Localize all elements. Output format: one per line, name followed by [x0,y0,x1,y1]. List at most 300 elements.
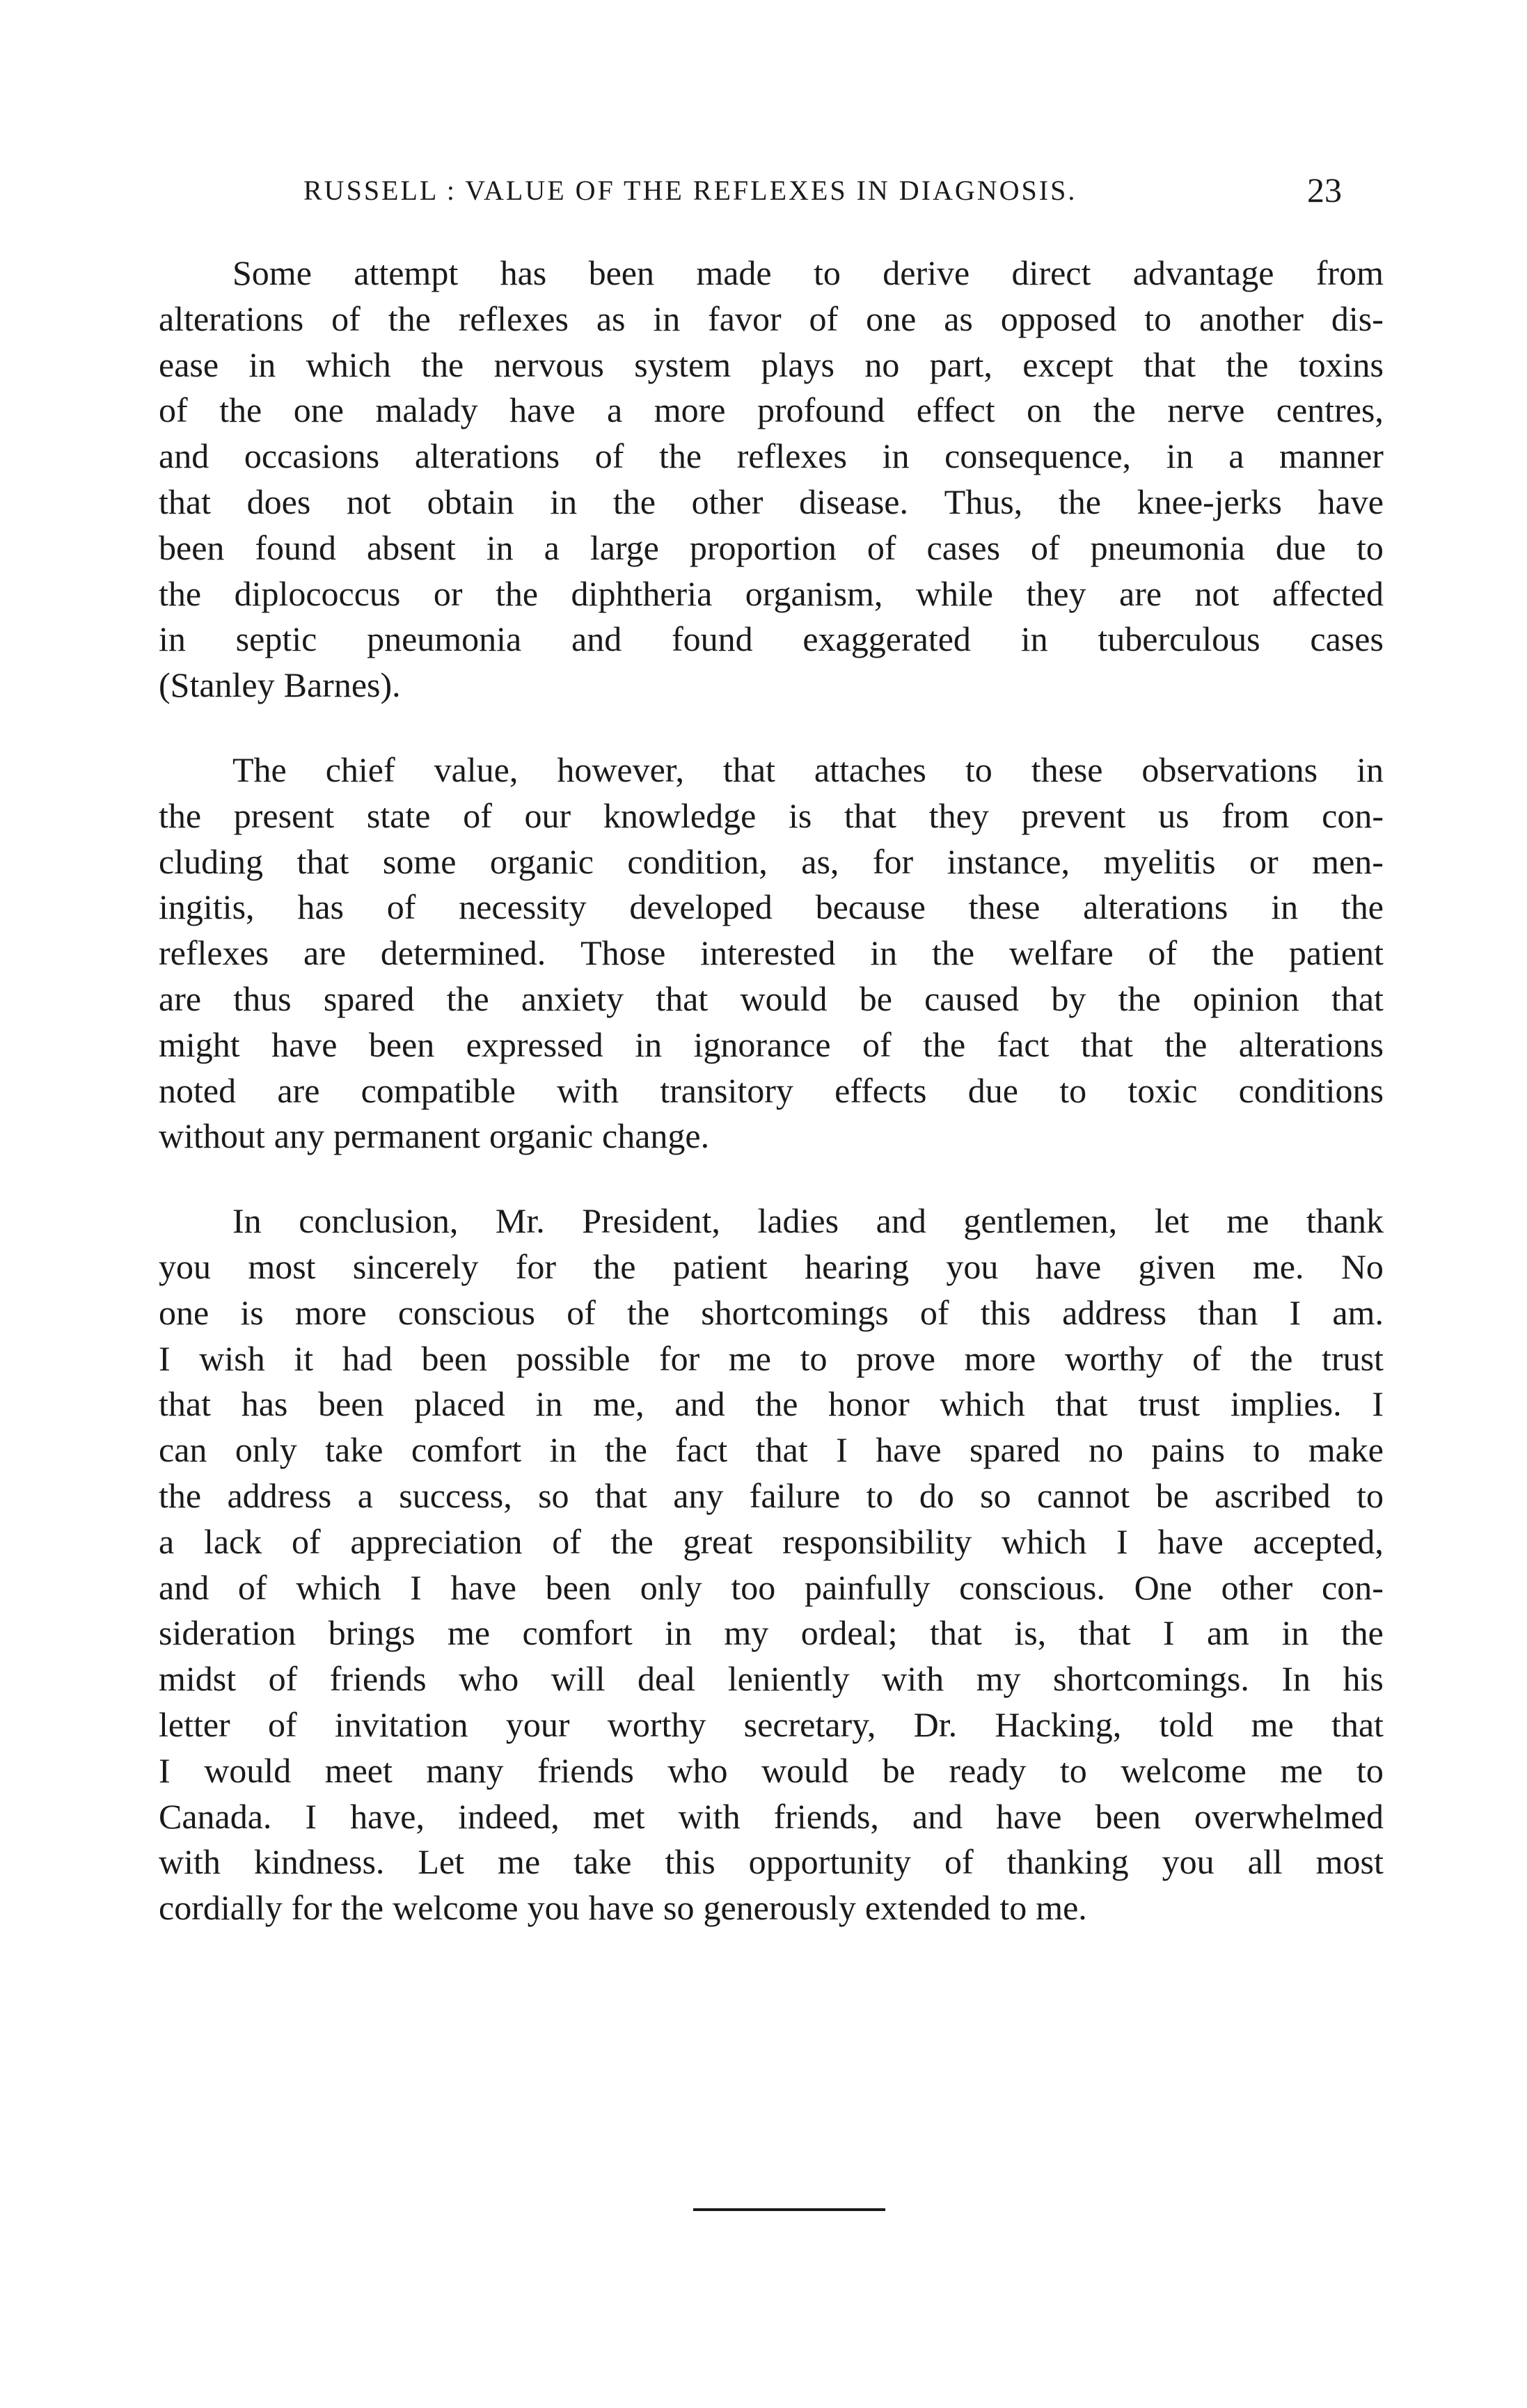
word: alterations [414,436,560,476]
word: most [1315,1842,1384,1882]
word: in [1166,436,1194,476]
word: ignorance [693,1024,831,1064]
text-line [159,1198,1384,1244]
word: address [1062,1292,1167,1332]
word: the [659,436,702,476]
word: of [268,1659,298,1699]
word: failure [749,1475,841,1515]
word: that [1331,979,1384,1018]
word: so [663,1888,695,1928]
word: effects [834,1070,927,1110]
word: thank [1306,1201,1384,1241]
word: trust [1138,1384,1201,1424]
word: necessity [459,887,587,927]
word: that [296,841,349,881]
word: the [593,1246,636,1286]
word: prevent [1021,795,1126,835]
word: for [515,1246,557,1286]
word: I [305,1796,317,1836]
word: with [557,1070,619,1110]
word: alterations [159,299,304,338]
text-line [159,1290,1384,1336]
word: meet [324,1750,393,1790]
word: I [410,1567,422,1607]
word: to [965,750,992,789]
word: me [447,1613,491,1653]
word: me. [1252,1246,1304,1286]
word: my [724,1613,769,1653]
word: worthy [1064,1338,1164,1378]
word: or [1249,841,1279,881]
word: anxiety [521,979,624,1018]
word: of [552,1521,581,1561]
word: have [996,1796,1062,1836]
word: knee-jerks [1137,482,1282,521]
word: of [1031,528,1060,567]
running-title: RUSSELL : VALUE OF THE REFLEXES IN DIAGNOSIS. [303,175,1077,206]
word: let [1154,1201,1189,1241]
word: do [919,1475,954,1515]
text-line [159,1381,1384,1427]
word: men- [1312,841,1384,881]
word: in [882,436,910,476]
word: in [550,482,578,521]
paragraph [159,1198,1384,1931]
word: the [923,1024,966,1064]
word: in [159,619,186,659]
word: the [612,482,656,521]
word: have [1157,1521,1224,1561]
word: the [421,344,464,384]
word: from [1315,253,1384,292]
text-line [159,1748,1384,1794]
text-line [159,1244,1384,1290]
word: the [446,979,489,1018]
word: ingitis, [159,887,255,927]
text-line [159,1336,1384,1382]
word: secretary, [743,1704,876,1744]
word: as [944,299,973,338]
word: in [870,933,898,973]
word: his [1343,1659,1384,1699]
word: and [159,436,209,476]
word: prove [856,1338,935,1378]
word: of [867,528,896,567]
word: been [318,1384,384,1424]
text-line [159,388,1384,434]
word: alterations [1083,887,1228,927]
word: success, [399,1475,512,1515]
word: toxins [1298,344,1384,384]
word: part, [929,344,992,384]
word: the [1250,1338,1293,1378]
word: chief [325,750,395,789]
word: Barnes). [283,665,401,705]
word: of [267,1704,297,1744]
word: fact [675,1430,728,1470]
word: this [665,1842,715,1882]
word: most [248,1246,316,1286]
word: only [235,1430,297,1470]
word: other [691,482,764,521]
word: a [1228,436,1244,476]
word: to [1356,1475,1384,1515]
word: one [159,1292,209,1332]
word: take [325,1430,383,1470]
word: to [999,1888,1027,1928]
word: have [588,1888,654,1928]
word: of [463,795,492,835]
word: shortcomings. [1052,1659,1249,1699]
word: any [673,1475,724,1515]
text-line [159,296,1384,342]
word: to [1253,1430,1281,1470]
word: so [980,1475,1011,1515]
word: because [815,887,926,927]
word: placed [414,1384,505,1424]
word: generously [703,1888,856,1928]
word: of [567,1292,596,1332]
word: cases [926,528,1001,567]
word: this [980,1292,1031,1332]
word: permanent [333,1116,481,1156]
word: from [1221,795,1290,835]
word: to [866,1475,894,1515]
word: reflexes [458,299,569,338]
word: appreciation [350,1521,523,1561]
word: instance, [947,841,1070,881]
word: except [1022,344,1114,384]
word: Hacking, [995,1704,1122,1744]
word: ease [159,344,219,384]
word: been [1095,1796,1161,1836]
word: has [297,887,344,927]
word: ordeal; [800,1613,898,1653]
text-line [159,663,1384,708]
word: state [366,795,431,835]
word: with [159,1842,221,1882]
text-line [159,1473,1384,1519]
word: nerve [1167,390,1245,430]
word: so [538,1475,569,1515]
word: me [498,1842,541,1882]
word: compatible [361,1070,516,1110]
word: profound [757,390,885,430]
word: friends, [773,1796,879,1836]
word: as [596,299,626,338]
word: that [1055,1384,1108,1424]
word: direct [1011,253,1091,292]
word: another [1199,299,1304,338]
word: dis- [1331,299,1384,338]
word: am. [1332,1292,1384,1332]
word: leniently [727,1659,850,1699]
word: organism, [745,573,883,613]
word: organic [489,1116,594,1156]
word: observations [1141,750,1318,789]
word: without [159,1116,265,1156]
word: for [291,1888,333,1928]
word: the [159,1475,202,1515]
word: that [844,795,896,835]
word: transitory [660,1070,793,1110]
text-line [159,1427,1384,1473]
word: in [1020,619,1048,659]
word: value, [434,750,519,789]
section-end-rule [693,2208,885,2211]
word: due [1275,528,1327,567]
word: ascribed [1215,1475,1331,1515]
word: the [931,933,975,973]
word: in [1356,750,1384,789]
word: made [696,253,772,292]
word: The [232,750,287,789]
word: would [761,1750,849,1790]
word: and [674,1384,725,1424]
text-line [159,342,1384,388]
word: that [1331,1704,1384,1744]
word: friends [329,1659,427,1699]
word: which [1002,1521,1087,1561]
word: many [426,1750,504,1790]
word: comfort [411,1430,522,1470]
word: the [1058,482,1101,521]
word: had [342,1338,393,1378]
word: you [159,1246,211,1286]
word: who [459,1659,519,1699]
word: only [640,1567,702,1607]
word: hearing [805,1246,910,1286]
word: of [331,299,361,338]
word: can [159,1430,207,1470]
text-line [159,747,1384,793]
text-line [159,1022,1384,1068]
paragraph [159,251,1384,708]
word: found [255,528,337,567]
word: President, [582,1201,720,1241]
word: disease. [799,482,908,521]
text-line [159,434,1384,480]
word: that [1080,1024,1133,1064]
word: found [671,619,753,659]
text-line [159,1068,1384,1114]
word: Mr. [495,1201,545,1241]
word: proportion [689,528,837,567]
word: will [551,1659,606,1699]
word: address [227,1475,332,1515]
word: and [159,1567,209,1607]
word: comfort [522,1613,633,1653]
text-line [159,1114,1384,1159]
word: plays [761,344,834,384]
word: the [388,299,431,338]
word: nervous [493,344,604,384]
word: told [1159,1704,1214,1744]
word: one [293,390,344,430]
word: as, [801,841,839,881]
word: I [1289,1292,1301,1332]
word: midst [159,1659,237,1699]
word: for [872,841,914,881]
word: does [246,482,311,521]
word: conditions [1238,1070,1384,1110]
word: which [940,1384,1025,1424]
word: In [1281,1659,1311,1699]
text-line [159,976,1384,1022]
word: myelitis [1103,841,1216,881]
word: invitation [334,1704,468,1744]
text-line [159,617,1384,663]
word: conscious [397,1292,536,1332]
word: opinion [1192,979,1299,1018]
word: the [1340,1613,1384,1653]
word: is, [1014,1613,1047,1653]
word: present [233,795,335,835]
word: in [653,299,681,338]
word: me. [1036,1888,1087,1928]
word: for [658,1338,700,1378]
word: in [535,1384,563,1424]
text-line [159,1565,1384,1611]
word: me [1280,1750,1323,1790]
word: that [755,1430,808,1470]
word: are [277,1070,320,1110]
word: welcome [1121,1750,1247,1790]
word: have [509,390,576,430]
text-line [159,839,1384,885]
word: accepted, [1253,1521,1384,1561]
word: more [654,390,726,430]
word: with [678,1796,741,1836]
word: would [204,1750,292,1790]
word: while [915,573,993,613]
word: been [421,1338,487,1378]
word: that [594,1475,647,1515]
word: spared [970,1430,1061,1470]
word: Let [418,1842,465,1882]
word: indeed, [457,1796,560,1836]
text-line [159,571,1384,617]
word: to [1356,1750,1384,1790]
word: that [159,482,211,521]
word: me, [593,1384,644,1424]
word: that [159,1384,211,1424]
word: in [549,1430,577,1470]
word: large [590,528,659,567]
word: the [159,795,202,835]
text-line [159,480,1384,525]
word: to [1059,1070,1087,1110]
word: been [159,528,225,567]
word: sincerely [352,1246,479,1286]
word: us [1158,795,1189,835]
word: possible [516,1338,631,1378]
word: the [627,1292,670,1332]
word: who [667,1750,728,1790]
word: developed [629,887,773,927]
word: that [656,979,709,1018]
word: be [859,979,892,1018]
word: is [788,795,812,835]
text-line [159,1839,1384,1885]
word: system [634,344,731,384]
word: caused [924,979,1020,1018]
word: toxic [1128,1070,1198,1110]
word: to [813,253,841,292]
word: some [382,841,457,881]
word: malady [375,390,478,430]
word: has [500,253,547,292]
word: on [1027,390,1062,430]
text-line [159,1885,1384,1931]
word: the [1226,344,1269,384]
word: Some [232,253,312,292]
word: knowledge [603,795,757,835]
word: with [882,1659,944,1699]
word: wish [199,1338,265,1378]
word: determined. [380,933,546,973]
word: due [967,1070,1018,1110]
word: me [728,1338,771,1378]
word: that [1144,344,1196,384]
word: affected [1272,573,1384,613]
word: reflexes [736,436,847,476]
word: septic [235,619,317,659]
word: diphtheria [571,573,713,613]
word: consequence, [944,436,1132,476]
word: cordially [159,1888,283,1928]
word: by [1051,979,1086,1018]
word: conclusion, [299,1201,459,1241]
word: spared [323,979,415,1018]
word: of [594,436,624,476]
word: have, [350,1796,425,1836]
word: in [1281,1613,1309,1653]
word: gentlemen, [963,1201,1118,1241]
text-line [159,525,1384,571]
word: welfare [1008,933,1114,973]
text-line [159,251,1384,296]
word: overwhelmed [1194,1796,1384,1836]
word: the [604,1430,647,1470]
word: the [495,573,539,613]
word: lack [203,1521,262,1561]
word: centres, [1276,390,1384,430]
text-line [159,1702,1384,1748]
paragraph [159,747,1384,1159]
word: I [159,1750,171,1790]
word: the [1164,1024,1208,1064]
word: trust [1322,1338,1384,1378]
word: effect [916,390,995,430]
word: friends [537,1750,634,1790]
word: cases [1310,619,1384,659]
word: I [1116,1521,1128,1561]
word: conscious. [959,1567,1105,1607]
word: interested [700,933,836,973]
word: too [731,1567,776,1607]
word: which [306,344,391,384]
word: you [527,1888,580,1928]
word: responsibility [782,1521,972,1561]
word: I [159,1338,171,1378]
word: which [296,1567,381,1607]
text-line [159,1610,1384,1656]
word: the [1118,979,1161,1018]
word: reflexes [159,933,269,973]
word: not [1194,573,1240,613]
word: I [1372,1384,1384,1424]
